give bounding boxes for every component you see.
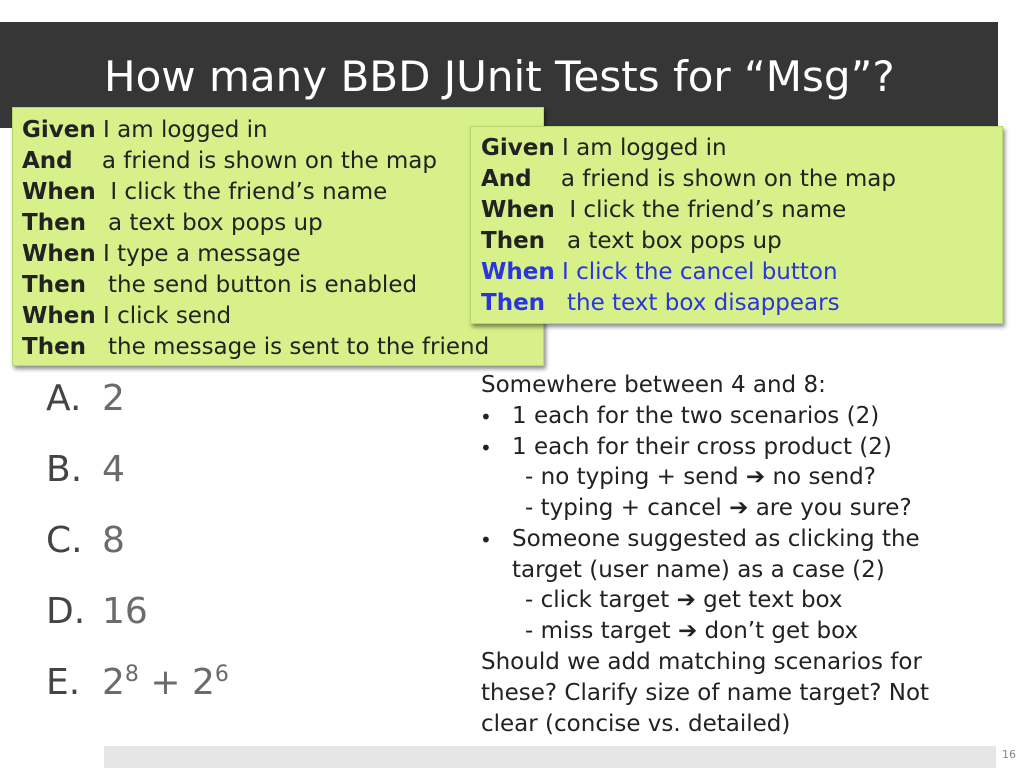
gherkin-keyword: Then — [22, 334, 87, 360]
choice-value: 4 — [102, 449, 125, 490]
answer-sub-4: - miss target ➔ don’t get box — [525, 618, 859, 644]
gherkin-line: Given I am logged in — [481, 135, 727, 161]
choice-value — [102, 662, 229, 703]
scenario-note-cancel — [470, 126, 1003, 324]
answer-sub-3: - click target ➔ get text box — [525, 587, 843, 613]
arrow-right-icon: ➔ — [677, 618, 698, 644]
plus: + — [138, 662, 192, 703]
arrow-right-icon: ➔ — [676, 587, 696, 613]
bullet-dot: • — [480, 528, 492, 552]
base: 2 — [102, 662, 125, 703]
gherkin-line: When I type a message — [22, 241, 301, 267]
answer-para-3: clear (concise vs. detailed) — [481, 711, 791, 737]
answer-bullet-3a: Someone suggested as clicking the — [512, 526, 920, 552]
gherkin-keyword: Then — [22, 272, 87, 298]
gherkin-line: And a friend is shown on the map — [481, 166, 897, 192]
page-number: 16 — [1002, 748, 1016, 761]
answer-sub-2: - typing + cancel ➔ are you sure? — [525, 495, 912, 521]
answer-para-1: Should we add matching scenarios for — [481, 649, 922, 675]
gherkin-line: Then a text box pops up — [22, 210, 323, 236]
gherkin-line: When I click the friend’s name — [22, 179, 388, 205]
gherkin-keyword: When — [481, 197, 555, 223]
gherkin-keyword: Then — [22, 210, 87, 236]
choice-letter: D. — [46, 591, 86, 632]
slide-title: How many BBD JUnit Tests for “Msg”? — [104, 52, 895, 101]
gherkin-keyword: Given — [481, 135, 555, 161]
gherkin-keyword: When — [481, 259, 555, 285]
answer-intro: Somewhere between 4 and 8: — [481, 372, 826, 398]
gherkin-line: When I click send — [22, 303, 232, 329]
bullet-dot: • — [480, 405, 492, 429]
choice-letter: E. — [46, 662, 81, 703]
answer-bullet-2: 1 each for their cross product (2) — [512, 434, 892, 460]
choice-value: 2 — [102, 378, 125, 419]
exponent: 6 — [214, 662, 229, 687]
choice-letter: B. — [46, 449, 83, 490]
answer-sub-1: - no typing + send ➔ no send? — [525, 464, 876, 490]
gherkin-keyword: Given — [22, 117, 96, 143]
exponent: 8 — [124, 662, 139, 687]
gherkin-line: Given I am logged in — [22, 117, 268, 143]
gherkin-line: And a friend is shown on the map — [22, 148, 438, 174]
gherkin-line: Then the send button is enabled — [22, 272, 418, 298]
gherkin-line-highlight: Then the text box disappears — [481, 290, 840, 316]
gherkin-keyword: When — [22, 241, 96, 267]
arrow-right-icon: ➔ — [729, 495, 749, 521]
answer-bullet-3b: target (user name) as a case (2) — [512, 557, 885, 583]
choice-value: 16 — [102, 591, 148, 632]
choice-letter: C. — [46, 520, 83, 561]
gherkin-keyword: Then — [481, 228, 546, 254]
bullet-dot: • — [480, 436, 492, 460]
gherkin-line-highlight: When I click the cancel button — [481, 259, 838, 285]
gherkin-keyword: When — [22, 179, 96, 205]
answer-bullet-1: 1 each for the two scenarios (2) — [512, 403, 880, 429]
base: 2 — [191, 662, 215, 703]
answer-para-2: these? Clarify size of name target? Not — [481, 680, 930, 706]
scenario-note-send — [12, 107, 544, 366]
gherkin-keyword: And — [481, 166, 532, 192]
gherkin-line: Then the message is sent to the friend — [22, 334, 490, 360]
gherkin-keyword: And — [22, 148, 73, 174]
gherkin-line: When I click the friend’s name — [481, 197, 847, 223]
gherkin-line: Then a text box pops up — [481, 228, 782, 254]
choice-value: 8 — [102, 520, 125, 561]
gherkin-keyword: Then — [481, 290, 546, 316]
choice-letter: A. — [46, 378, 82, 419]
gherkin-keyword: When — [22, 303, 96, 329]
arrow-right-icon: ➔ — [745, 464, 766, 490]
footer-bar — [104, 746, 996, 768]
